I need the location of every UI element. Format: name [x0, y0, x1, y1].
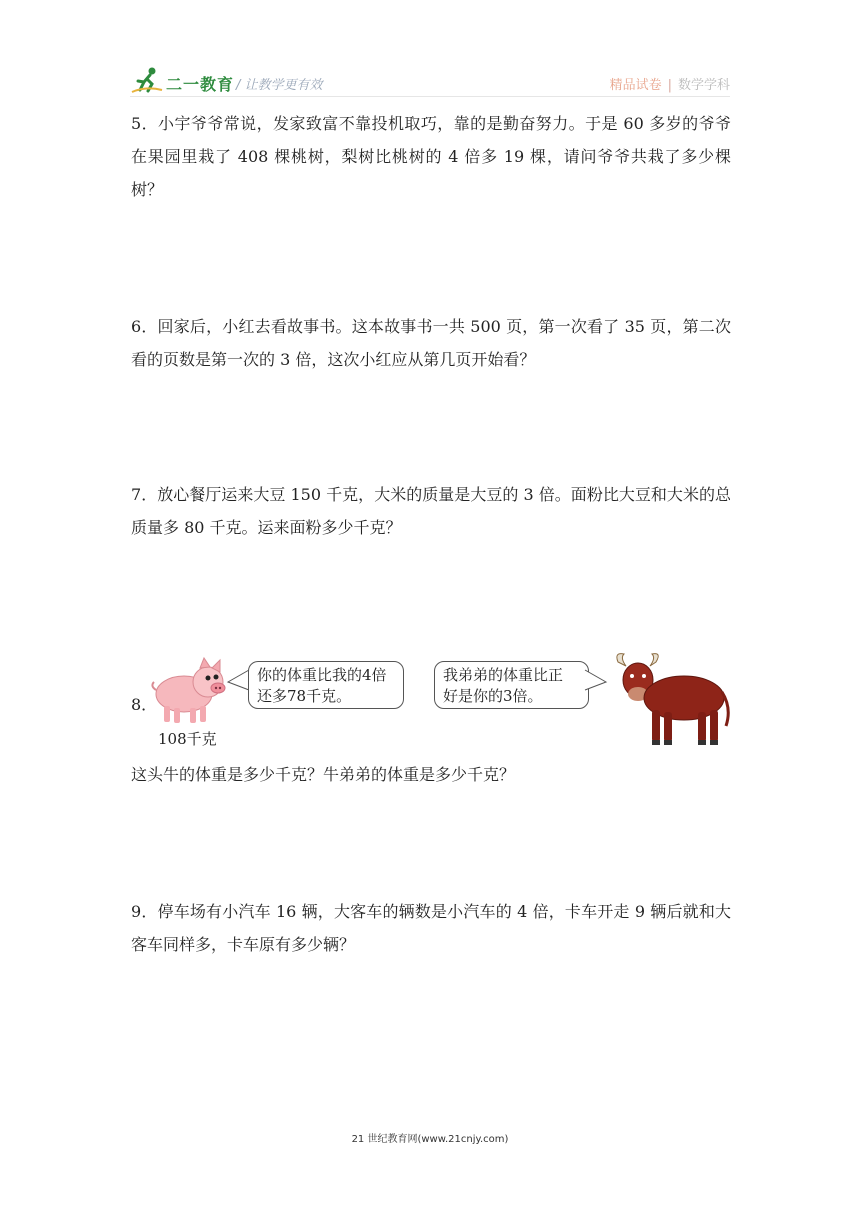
pig-icon: [150, 654, 230, 726]
slogan: / 让教学更有效: [236, 78, 323, 93]
question-9: 9．停车场有小汽车 16 辆，大客车的辆数是小汽车的 4 倍，卡车开走 9 辆后就和大客车同样多，卡车原有多少辆？: [131, 902, 731, 954]
question-8-number: 8．: [131, 695, 158, 714]
bull-icon: [612, 652, 732, 750]
pig-weight-label: 108千克: [158, 730, 217, 748]
question-7: 7．放心餐厅运来大豆 150 千克，大米的质量是大豆的 3 倍。面粉比大豆和大米的总质量多 80 千克。运来面粉多少千克？: [131, 485, 731, 537]
tag-premium-paper: 精品试卷: [609, 78, 662, 93]
pig-speech-line-2: 还多78千克。: [257, 687, 352, 705]
runner-logo-icon: [130, 66, 164, 94]
footer-source: 21 世纪教育网(www.21cnjy.com): [351, 1134, 509, 1145]
question-8-text: 这头牛的体重是多少千克？牛弟弟的体重是多少千克？: [131, 765, 516, 784]
header-tags: [610, 74, 730, 93]
tag-separator: |: [667, 78, 672, 93]
header-divider: [130, 96, 730, 97]
bull-speech-line-1: 我弟弟的体重比正: [443, 666, 564, 684]
question-5: 5．小宇爷爷常说，发家致富不靠投机取巧，靠的是勤奋努力。于是 60 多岁的爷爷在果园里栽了 408 棵桃树，梨树比桃树的 4 倍多 19 棵，请问爷爷共栽了多少棵树？: [131, 114, 731, 199]
bull-speech-line-2: 好是你的3倍。: [443, 687, 543, 705]
logo-text: 二一教育: [166, 75, 235, 94]
page-header: [130, 64, 730, 100]
bull-speech-bubble: [434, 661, 589, 709]
pig-speech-line-1: 你的体重比我的4倍: [257, 666, 387, 684]
question-6: 6．回家后，小红去看故事书。这本故事书一共 500 页，第一次看了 35 页，第二次看的页数是第一次的 3 倍，这次小红应从第几页开始看？: [131, 317, 731, 369]
pig-speech-bubble: [248, 661, 404, 709]
speech-bubble-pointer-right: [582, 666, 608, 696]
tag-subject: 数学学科: [677, 78, 730, 93]
